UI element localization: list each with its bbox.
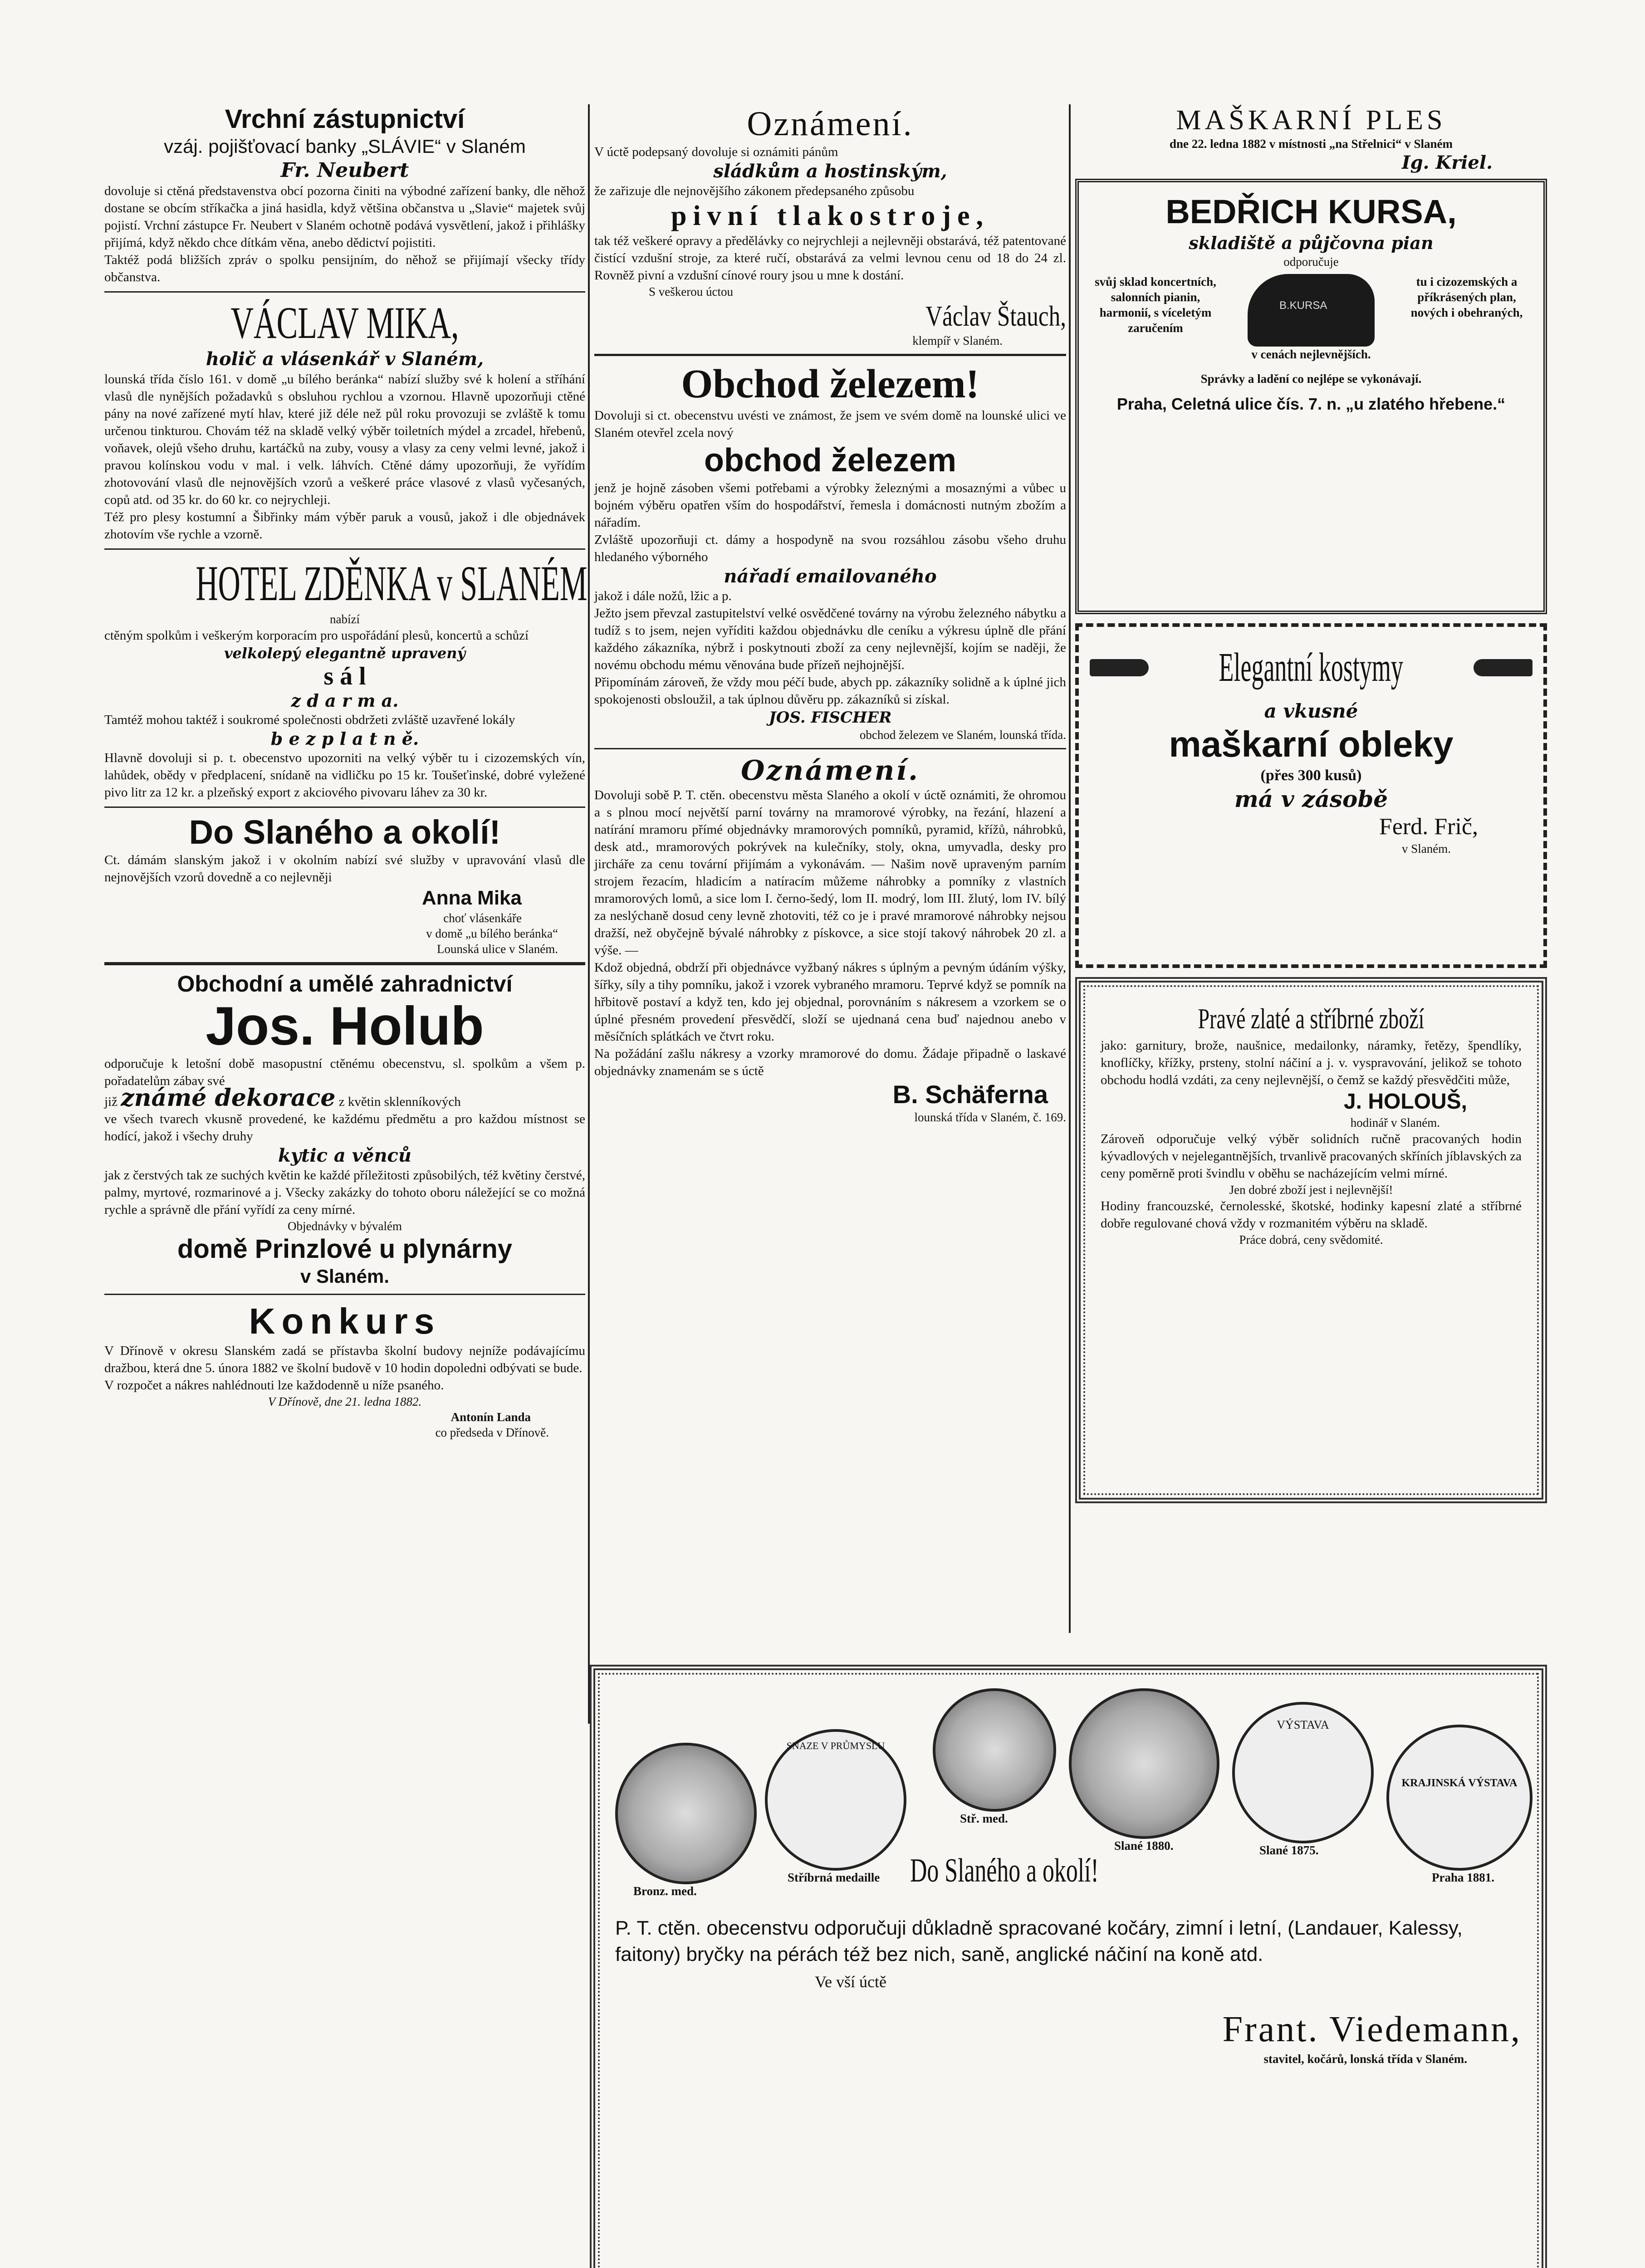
ad-text: [104, 1084, 585, 1112]
ad-title: VÁCLAV MIKA,: [230, 298, 459, 348]
medal-caption: Stříbrná medaille: [788, 1871, 880, 1884]
ad-title: Elegantní kostymy: [1219, 645, 1404, 690]
ad-text: Dovoluji sobě P. T. ctěn. obecenstvu města Slaného a okolí v úctě oznámiti, že ohromou a s plnou mocí největší parní továrny na mramorové výrobky, na řezání, hlazení a natírání mramoru přímé objednávky mramorových pomníků, pyramid, křížů, náhrobků, desk atd., mramorových pokrývek na kulečníky, stoly, okna, umyvadla, desky pro jircháře za cenu tovární přijímám a vykonávám. — Našim nově upraveným parním strojem řezacím, hladicím a natíracím můžeme náhrobky a pomníky z vlastních mramorových lomů, a sice lom I. černo-šedý, lom II. modrý, lom III. žlutý, lom IV. bílý za neslýchaně dosud ceny levně zhotoviti, též co je i pravé mramorové náhrobky nejsou dražší, než obyčejně bývalé náhrobky z pískovce, a sice stojí takový náhrobek 20 zl. a výše. —: [594, 788, 1066, 958]
ad-title: Pravé zlaté a stříbrné zboží: [1198, 1002, 1425, 1035]
ad-text: že zařizuje dle nejnovějšího zákonem předepsaného způsobu: [594, 184, 915, 198]
ad-mika: [104, 298, 585, 543]
ad-text: velkolepý elegantně upravený: [224, 645, 466, 662]
ad-text: S veškerou úctou: [649, 285, 733, 298]
ad-text: jenž je hojně zásoben všemi potřebami a výrobky železnými a mosaznými a vůbec u bojném výběru opatřen vším do hospodářství, řemesla i domácnosti nutným zbožím a nářadím.: [594, 481, 1066, 530]
ad-text: ve všech tvarech vkusně provedené, ke každému předmětu a pro každou místnost se hodící, jakož i všechy druhy: [104, 1112, 585, 1144]
ad-text: Praha, Celetná ulice čís. 7. n. „u zlatého hřebene.“: [1116, 395, 1506, 413]
ad-text: pivní tlakostroje,: [671, 200, 990, 231]
ad-name: B. Schäferna: [892, 1080, 1048, 1109]
ad-slavie: [104, 104, 585, 286]
ad-title: HOTEL ZDĚNKA v SLANÉM: [196, 556, 588, 611]
ad-text: odporučuje: [1283, 255, 1339, 269]
ad-text: v Slaném.: [300, 1266, 390, 1287]
medal-label: SNAZE V PRŮMYSLU: [786, 1740, 885, 1751]
ad-text: Lounská ulice v Slaném.: [437, 942, 558, 956]
ad-text: Kdož objedná, obdrží při objednávce vyžbaný nákres s úplným a pevným údáním výšky, šířky, síly a tihy pomníku, jakož i vzorek vybraného mramoru. Teprvé když se pomník na hřbitově postaví a když ten, kdo jej objednal, porovnáním s nákresem a vzorkem se o úplné přesném provedení přesvědčí, složí se ujednaná cena buď najednou anebo v měsíčních splátkách ve čtvrt roku.: [594, 960, 1066, 1044]
ad-schaferna: [594, 755, 1066, 1125]
ad-text: svůj sklad koncertních, salonních pianin, harmonií, s víceletým zaručením: [1095, 275, 1216, 335]
pointing-hand-icon: [1474, 659, 1532, 676]
medal-icon: [1232, 1702, 1374, 1843]
ad-text: již: [104, 1095, 118, 1109]
ad-subtitle: holič a vlásenkář v Slaném,: [206, 348, 484, 370]
ad-text: Hlavně dovoluji si p. t. obecenstvo upozorniti na velký výběr tu i cizozemských vín, lahůdek, obědy v předplacení, snídaně na vidličku po 15 kr. Toušeťinské, dobré vyležené pivo litr za 12 kr. a plzeňský export z akciového pivovaru láhev za 30 kr.: [104, 751, 585, 800]
ad-title: BEDŘICH KURSA,: [1165, 193, 1457, 230]
ad-signature: Antonín Landa: [450, 1410, 531, 1424]
ad-text: má v zásobě: [1234, 786, 1388, 812]
ad-name: Ferd. Frič,: [1379, 814, 1478, 840]
ad-text: stavitel, kočárů, lonská třída v Slaném.: [1263, 2052, 1467, 2066]
ad-text: Správky a ladění co nejlépe se vykonávají.: [1200, 372, 1422, 386]
medal-label: VÝSTAVA: [1277, 1718, 1329, 1731]
divider: [104, 1294, 585, 1295]
ad-signature: JOS. FISCHER: [769, 709, 892, 727]
medal-caption: Bronz. med.: [633, 1884, 697, 1898]
column-2: [594, 104, 1066, 1125]
ad-text: Ct. dámám slanským jakož i v okolním nabízí své služby v upravování vlasů dle nejnovějších vzorů dovedně a co nejlevněji: [104, 853, 585, 885]
ad-text: Ježto jsem převzal zastupitelství velké osvědčené továrny na výrobu železného nábytku a tudíž s to jsem, nejen vyříditi každou objednávku dle ceníku a výkresu úplně dle přání každého zákazníka, nýbrž i poskytnouti zboží za ceny nejlevnější, kojím se naději, že novému obchodu mému věnována bude přízeň nejhojnější.: [594, 606, 1066, 672]
ad-text: v cenách nejlevnějších.: [1251, 347, 1371, 361]
ad-title: Obchod železem!: [681, 362, 979, 406]
ad-text: a vkusné: [1264, 700, 1358, 722]
ad-text: odporučuje k letošní době masopustní ctěnému obecenstvu, sl. spolkům a všem p. pořadatelům zábav své: [104, 1056, 585, 1088]
ad-text: domě Prinzlové u plynárny: [177, 1234, 513, 1264]
ad-text: Tamtéž mohou taktéž i soukromé společnosti obdržeti zvláště uzavřené lokály: [104, 713, 515, 727]
ad-text: Jen dobré zboží jest i nejlevnější!: [1229, 1183, 1393, 1197]
ad-stauch: [594, 104, 1066, 348]
ad-text: V Dřínově v okresu Slanském zadá se přístavba školní budovy nejníže podávajícímu dražbou, která dne 5. února 1882 ve školní budově v 10 hodin dopoledni odbývati se bude.: [104, 1344, 585, 1375]
ad-text: ctěným spolkům i veškerým korporacím pro uspořádání plesů, koncertů a schůzí: [104, 628, 529, 643]
ad-text: s á l: [323, 662, 366, 690]
ad-text: Na požádání zašlu nákresy a vzorky mramorové do domu. Žádaje připadně o laskavé objednávky znamenám se s úctě: [594, 1046, 1066, 1078]
ad-text: b e z p l a t n ě.: [270, 728, 419, 749]
ad-name: Frant. Viedemann,: [1222, 2009, 1522, 2049]
ad-text: Zvláště upozorňuji ct. dámy a hospodyně na svou rozsáhlou zásobu všeho druhu hledaného výborného: [594, 533, 1066, 564]
ad-heading: Obchodní a umělé zahradnictví: [177, 971, 513, 997]
ad-text: lounská třída v Slaném, č. 169.: [914, 1110, 1066, 1124]
ad-holub: [104, 971, 585, 1288]
ad-text: nabízí: [330, 612, 360, 626]
ad-text: tak též veškeré opravy a předělávky co nejrychleji a nejlevněji obstarává, též patentované čistící vzdušní stroje, za které ručí, obstarává za velmi levnou cenu od 18 do 24 zl. Rovněž pivní a vzdušní cínové roury jsou u mne k dostání.: [594, 234, 1066, 283]
ad-text: jak z čerstvých tak ze suchých květin ke každé příležitosti způsobilých, též květiny čerstvé, palmy, myrtové, rozmarinové a j. Všecky zakázky do tohoto oboru náležející se co možná rychle a správně dle přání vyřídí za ceny mírné.: [104, 1168, 585, 1217]
ad-text: Připomínám zároveň, že vždy mou péčí bude, abych pp. zákazníky solidně a k úplné jich spokojenosti obsloužil, a tak úplnou důvěru pp. zákazníků si získal.: [594, 675, 1066, 707]
ad-heading: Vrchní zástupnictví: [225, 104, 465, 134]
ad-kursa: [1075, 179, 1547, 614]
ad-text: jakož i dále nožů, lžic a p.: [594, 589, 732, 603]
ad-text: tu i cizozemských a příkrásených plan, nových i obehraných,: [1410, 275, 1523, 319]
ad-text: jako: garnitury, brože, naušnice, medailonky, náramky, řetězy, špendlíky, knoflíčky, křížky, prsteny, stolní náčiní a j. v. vyspravování, jelikož se tohoto obchodu hodlá vzdáti, za ceny nejlevnější, o čemž se každý přesvědčiti může,: [1101, 1038, 1522, 1087]
ad-text: Hodiny francouzské, černolesské, škotské, hodinky kapesní zlaté a stříbrné dobře regulované chová vždy v rozmanitém výběru na skladě.: [1101, 1199, 1522, 1231]
ad-name: Jos. Holub: [206, 996, 484, 1056]
ad-title: Konkurs: [249, 1301, 441, 1341]
ad-text: sládkům a hostinským,: [713, 161, 947, 182]
ad-text: Práce dobrá, ceny svědomité.: [1239, 1233, 1383, 1246]
ad-name: Anna Mika: [421, 887, 522, 909]
divider: [594, 748, 1066, 749]
medal-caption: Slané 1875.: [1259, 1843, 1319, 1857]
ad-name: Václav Štauch,: [925, 300, 1066, 332]
ad-text: z d a r m a.: [291, 690, 399, 711]
ad-text: V úctě podepsaný dovoluje si oznámiti pánům: [594, 145, 838, 159]
ad-title: Oznámení.: [741, 755, 920, 787]
ad-name: Fr. Neubert: [280, 159, 409, 182]
ad-fric: [1075, 623, 1547, 968]
ad-text: známé dekorace: [121, 1084, 336, 1112]
ad-text: Dovoluji si ct. obecenstvu uvésti ve známost, že jsem ve svém domě na lounské ulici ve Slaném otevřel zcela nový: [594, 408, 1066, 440]
medal-caption: Praha 1881.: [1432, 1871, 1494, 1884]
ad-fischer: [594, 362, 1066, 743]
ad-text: choť vlásenkáře: [443, 911, 522, 925]
ad-text: V rozpočet a nákres nahlédnouti lze každodenně u níže psaného.: [104, 1378, 444, 1393]
ad-text: obchod železem: [704, 442, 957, 479]
ad-text: lounská třída číslo 161. v domě „u bílého beránka“ nabízí služby své k holení a stříhání vlasů dle nynějších požadavků s obsluhou rychlou a vzornou. Hlavně upozorňuji ctěné pány na nové zařízené mytí hlav, které již déle než půl roku provozuji se zvláště k tomu určenou tinkturou. Chovám též na skladě velký výběr toiletních mýdel a zrcadel, hřebenů, voňavek, olejů všeho druhu, kartáčků na zuby, vousy a vlasy za ceny velmi levné, jakož i pravou kolínskou vodu v mal. i velk. láhvích. Ctěné dámy upozorňuji, že vyřídím zhotovování vlasů dle nejnovějších vzorů a veškeré práce vlasové z vlasů vyčesaných, copů atd. od 35 kr. do 60 kr. co nejrychleji.: [104, 372, 585, 507]
ad-text: v Slaném.: [1402, 842, 1451, 855]
ad-text: maškarní obleky: [1169, 724, 1454, 764]
ad-name: J. HOLOUŠ,: [1343, 1090, 1467, 1114]
column-divider: [588, 104, 590, 1724]
column-3: [1075, 104, 1547, 1503]
ad-title: Oznámení.: [747, 105, 914, 143]
ad-text: Taktéž podá bližších zpráv o spolku pensijním, do něhož se přijímají všecky třídy občanstva.: [104, 253, 585, 284]
ad-subheading: vzáj. pojišťovací banky „SLÁVIE“ v Slaném: [164, 136, 526, 157]
ad-viedemann: [590, 1665, 1547, 2268]
ad-text: co předseda v Dřínově.: [435, 1426, 549, 1439]
medal-icon: [1386, 1725, 1532, 1871]
ad-title: MAŠKARNÍ PLES: [1176, 105, 1446, 136]
ad-hotel: [104, 555, 588, 801]
ad-holous: [1075, 977, 1547, 1503]
medal-row: [615, 1688, 1522, 1906]
ad-text: nářadí emailovaného: [724, 566, 937, 587]
ad-text: obchod železem ve Slaném, lounská třída.: [859, 728, 1066, 742]
medal-label: KRAJINSKÁ VÝSTAVA: [1401, 1777, 1518, 1789]
pointing-hand-icon: [1090, 659, 1149, 676]
ad-text: dovoluje si ctěná představenstva obcí pozorna činiti na výbodné zařízení banky, dle něhož dostane se obcím stříkačka a jiná hasidla, když většina občanstva u „Slavie“ majetek svůj pojistí. Vrchní zástupce Fr. Neubert v Slaném ochotně podává vysvětlení, jakož i přihlášky přijímá, když někdo chce dítkám věna, anebo dědictví pojistiti.: [104, 184, 585, 250]
medal-icon: [765, 1729, 906, 1871]
ad-text: Též pro plesy kostumní a Šibřinky mám výběr paruk a vousů, jakož i dle objednávek zhotovím vše rychle a vzorně.: [104, 510, 585, 542]
column-1: [104, 104, 588, 1440]
ad-text: kytic a věnců: [278, 1145, 411, 1166]
divider: [104, 548, 585, 550]
divider: [104, 291, 585, 293]
ad-text: Objednávky v bývalém: [288, 1219, 402, 1233]
ad-headline: Do Slaného a okolí!: [910, 1852, 1099, 1889]
divider: [594, 354, 1066, 356]
ad-subtitle: skladiště a půjčovna pian: [1189, 233, 1434, 253]
ad-ples: [1075, 104, 1547, 174]
ad-text: Zároveň odporučuje velký výběr solidních ručně pracovaných hodin kývadlových v nejelegantnějších, trvanlivě pracovaných skříních jíblavských za ceny poměrně proti švindlu v oběhu se nacházejícím velmi mírné.: [1101, 1132, 1522, 1181]
medal-icon: [933, 1688, 1056, 1812]
divider: [104, 962, 585, 965]
column-divider: [1069, 104, 1071, 1633]
piano-icon: [1248, 274, 1375, 347]
ad-text: dne 22. ledna 1882 v místnosti „na Střelnici“ v Slaném: [1169, 137, 1453, 151]
ad-text: (přes 300 kusů): [1260, 767, 1362, 784]
ad-text: P. T. ctěn. obecenstvu odporučuji důkladně spracované kočáry, zimní i letní, (Landauer, Kalessy, faitony) bryčky na pérách též bez nich, saně, anglické náčiní na koně atd.: [615, 1917, 1463, 1965]
medal-icon: [1069, 1688, 1219, 1839]
divider: [104, 807, 585, 808]
ad-konkurs: [104, 1300, 585, 1440]
ad-text: hodinář v Slaném.: [1350, 1116, 1440, 1129]
ad-signature: Ig. Kriel.: [1401, 152, 1493, 173]
ad-title: Do Slaného a okolí!: [189, 813, 501, 851]
piano-logo: [1243, 274, 1379, 362]
ad-anna-mika: [104, 813, 585, 957]
ad-text: v domě „u bílého beránka“: [426, 927, 558, 940]
medal-icon: [615, 1743, 757, 1884]
medal-caption: Stř. med.: [960, 1812, 1008, 1825]
medal-caption: Slané 1880.: [1114, 1839, 1174, 1853]
ad-text: z květin sklenníkových: [338, 1095, 461, 1109]
ad-text: V Dřínově, dne 21. ledna 1882.: [268, 1395, 422, 1408]
ad-text: klempíř v Slaném.: [912, 334, 1003, 347]
piano-logo-label: B.KURSA: [1279, 299, 1327, 312]
ad-text: Ve vší úctě: [815, 1973, 886, 1991]
